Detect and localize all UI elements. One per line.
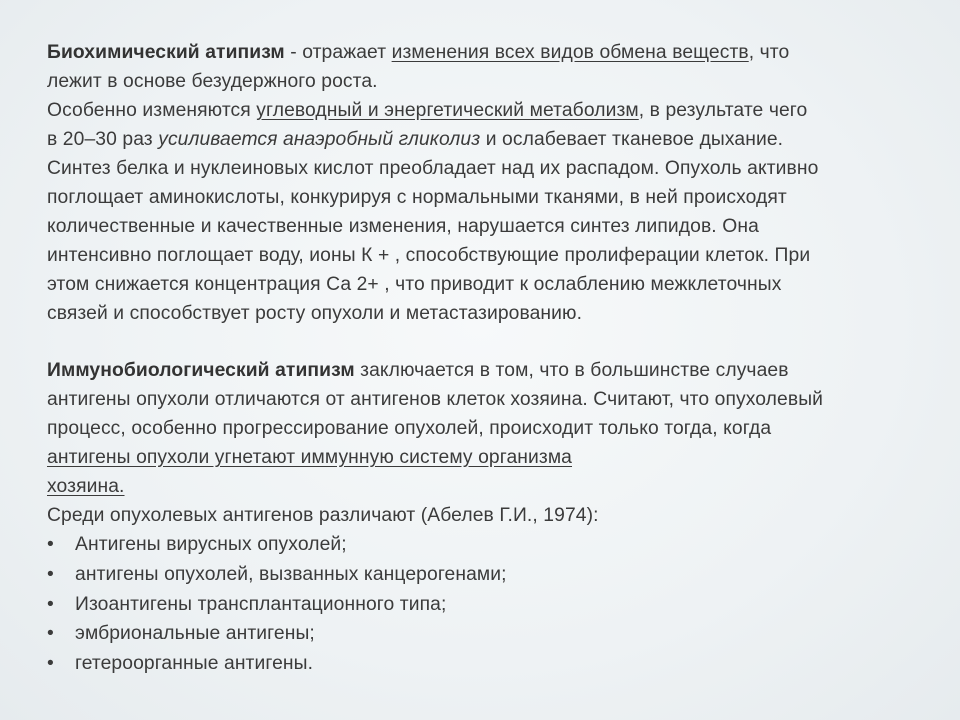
text-segment: , что [748,42,790,63]
list-item-text: антигены опухолей, вызванных канцерогенами; [75,563,507,585]
text-segment: интенсивно поглощает воду, ионы К + , способствующие пролиферации клеток. При [47,245,811,266]
text-segment: связей и способствует росту опухоли и метастазированию. [47,303,583,324]
text-line [47,154,927,183]
text-line [47,67,927,96]
text-segment: количественные и качественные изменения, нарушается синтез липидов. Она [47,216,759,237]
bullet-icon: • [47,534,54,555]
list-item-text: Антигены вирусных опухолей; [75,534,347,555]
list-item [47,590,927,620]
underlined-phrase: антигены опухоли угнетают иммунную систему организма [47,447,573,468]
text-line [47,183,927,212]
text-segment: поглощает аминокислоты, конкурируя с нормальными тканями, в ней происходят [47,187,787,208]
text-line [47,125,927,154]
bold-term: Иммунобиологический атипизм [47,360,355,381]
text-line [47,414,927,443]
text-segment: заключается в том, что в большинстве случаев [354,360,789,381]
text-segment: , в результате чего [638,100,808,121]
text-segment: в 20–30 раз [47,129,159,150]
text-line [47,241,927,270]
text-line [47,443,927,472]
text-line [47,299,927,328]
text-segment: лежит в основе безудержного роста. [47,71,378,92]
antigen-bullet-list [47,530,927,679]
text-segment: Синтез белка и нуклеиновых кислот преобладает над их распадом. Опухоль активно [47,158,819,179]
slide-content [47,38,927,679]
bullet-icon: • [47,593,54,615]
bullet-icon: • [47,623,54,645]
text-line [47,385,927,414]
bullet-icon: • [47,563,54,585]
underlined-phrase: хозяина. [47,476,125,497]
text-segment: антигены опухоли отличаются от антигенов клеток хозяина. Считают, что опухолевый [47,389,824,410]
italic-phrase: усиливается анаэробный гликолиз [158,129,481,150]
text-line [47,356,927,385]
text-line [47,96,927,125]
text-segment: Среди опухолевых антигенов различают (Абелев Г.И., 1974): [47,505,599,526]
text-line [47,38,927,67]
list-item-text: эмбриональные антигены; [75,623,315,645]
list-item [47,530,927,560]
bold-term: Биохимический атипизм [47,42,285,63]
underlined-phrase: изменения всех видов обмена веществ [391,42,749,63]
text-segment: процесс, особенно прогрессирование опухолей, происходит только тогда, когда [47,418,772,439]
text-line [47,270,927,299]
bullet-icon: • [47,653,54,675]
underlined-phrase: углеводный и энергетический метаболизм [256,100,639,121]
list-item [47,619,927,649]
text-segment: и ослабевает тканевое дыхание. [480,129,784,150]
text-line [47,212,927,241]
paragraph-gap [47,328,927,356]
biochemical-atypism-paragraph [47,38,927,328]
list-item-text: Изоантигены трансплантационного типа; [75,593,447,615]
text-line [47,501,927,530]
text-segment: Особенно изменяются [47,100,257,121]
immunobiological-atypism-paragraph [47,356,927,530]
list-item-text: гетероорганные антигены. [75,653,314,675]
list-item [47,560,927,590]
text-line [47,472,927,501]
list-item [47,649,927,679]
text-segment: - отражает [284,42,392,63]
text-segment: этом снижается концентрация Са 2+ , что приводит к ослаблению межклеточных [47,274,782,295]
